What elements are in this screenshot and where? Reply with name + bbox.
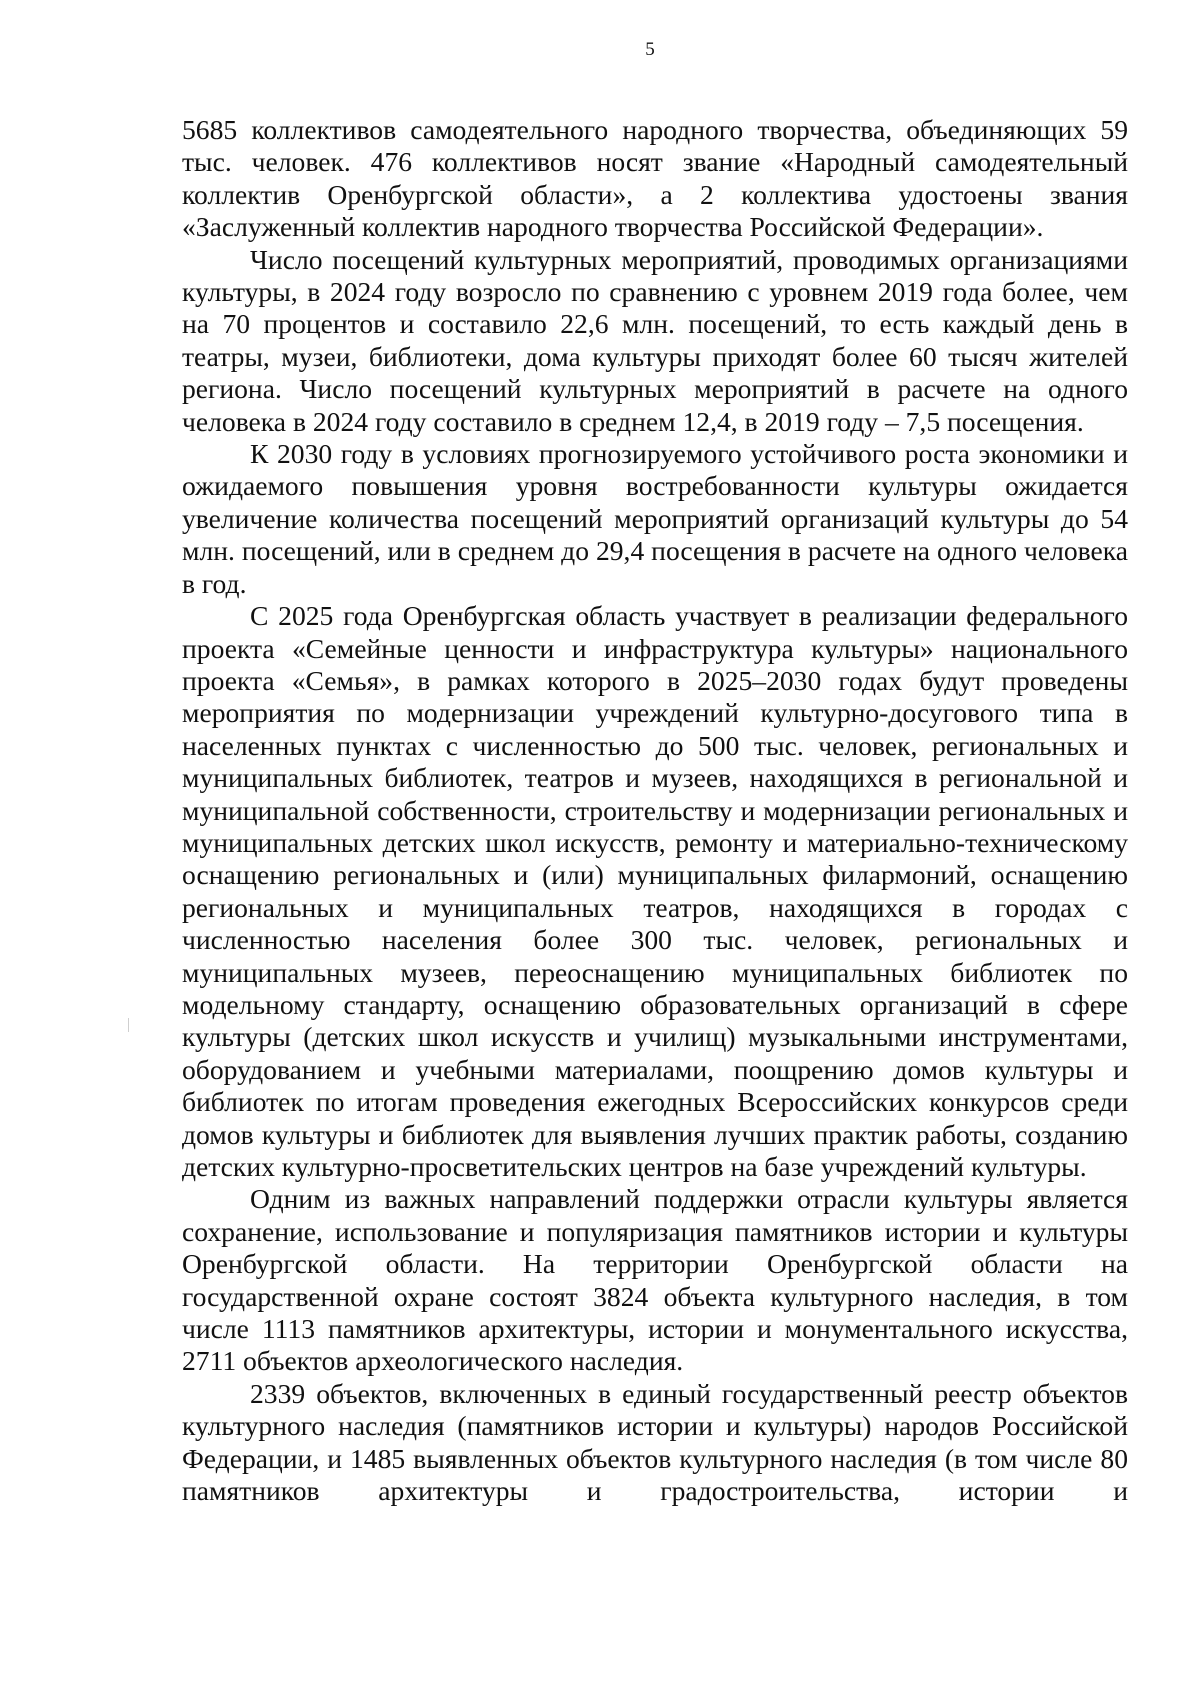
document-body <box>182 114 1128 1507</box>
paragraph-6: 2339 объектов, включенных в единый государственный реестр объектов культурного наследия (памятников истории и культуры) народов Российской Федерации, и 1485 выявленных объектов культурного наследия (в том числе 80 памятников архитектуры и градостроительства, истории и <box>182 1377 1128 1507</box>
paragraph-1: 5685 коллективов самодеятельного народного творчества, объединяющих 59 тыс. человек. 476 коллективов носят звание «Народный самодеятельный коллектив Оренбургской области», а 2 коллектива удостоены звания «Заслуженный коллектив народного творчества Российской Федерации». <box>182 114 1128 243</box>
paragraph-2: Число посещений культурных мероприятий, проводимых организациями культуры, в 2024 году возросло по сравнению с уровнем 2019 года более, чем на 70 процентов и составило 22,6 млн. посещений, то есть каждый день в театры, музеи, библиотеки, дома культуры приходят более 60 тысяч жителей региона. Число посещений культурных мероприятий в расчете на одного человека в 2024 году составило в среднем 12,4, в 2019 году – 7,5 посещения. <box>182 243 1128 437</box>
paragraph-4: С 2025 года Оренбургская область участвует в реализации федерального проекта «Семейные ценности и инфраструктура культуры» национального проекта «Семья», в рамках которого в 2025–2030 годах будут проведены мероприятия по модернизации учреждений культурно-досугового типа в населенных пунктах с численностью до 500 тыс. человек, региональных и муниципальных библиотек, театров и музеев, находящихся в региональной и муниципальной собственности, строительству и модернизации региональных и муниципальных детских школ искусств, ремонту и материально-техническому оснащению региональных и (или) муниципальных филармоний, оснащению региональных и муниципальных театров, находящихся в городах с численностью населения более 300 тыс. человек, региональных и муниципальных музеев, переоснащению муниципальных библиотек по модельному стандарту, оснащению образовательных организаций в сфере культуры (детских школ искусств и училищ) музыкальными инструментами, оборудованием и учебными материалами, поощрению домов культуры и библиотек по итогам проведения ежегодных Всероссийских конкурсов среди домов культуры и библиотек для выявления лучших практик работы, созданию детских культурно-просветительских центров на базе учреждений культуры. <box>182 600 1128 1182</box>
page-number: 5 <box>645 39 655 60</box>
paragraph-3: К 2030 году в условиях прогнозируемого устойчивого роста экономики и ожидаемого повышения уровня востребованности культуры ожидается увеличение количества посещений мероприятий организаций культуры до 54 млн. посещений, или в среднем до 29,4 посещения в расчете на одного человека в год. <box>182 438 1128 599</box>
scan-artifact-mark <box>128 1018 129 1032</box>
paragraph-5: Одним из важных направлений поддержки отрасли культуры является сохранение, использование и популяризация памятников истории и культуры Оренбургской области. На территории Оренбургской области на государственной охране состоят 3824 объекта культурного наследия, в том числе 1113 памятников архитектуры, истории и монументального искусства, 2711 объектов археологического наследия. <box>182 1183 1128 1377</box>
